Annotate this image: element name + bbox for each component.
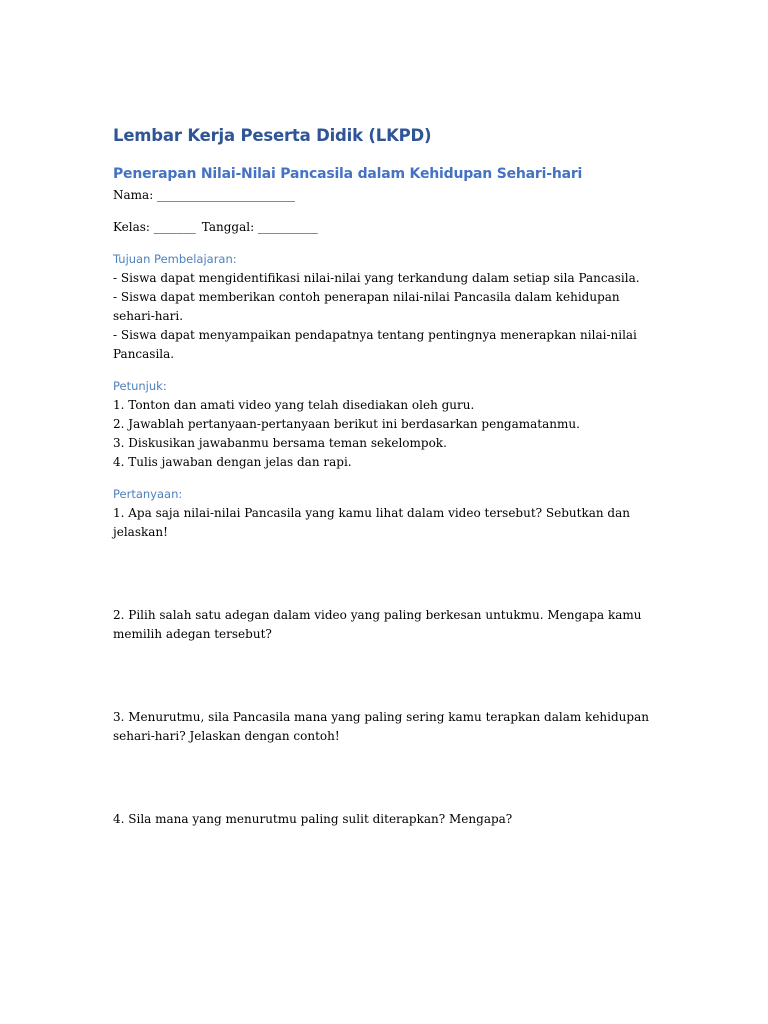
pertanyaan-section [113,485,653,829]
petunjuk-section [113,377,653,472]
kelas-field: Kelas: _______ [113,220,196,234]
kelas-tanggal-row [113,218,653,237]
document-content [113,122,653,829]
question-3: 3. Menurutmu, sila Pancasila mana yang paling sering kamu terapkan dalam kehidupan sehari-hari? Jelaskan dengan contoh! [113,710,649,743]
pertanyaan-heading: Pertanyaan: [113,487,183,501]
nama-field: Nama: _______________________ [113,188,296,202]
document-subtitle: Penerapan Nilai-Nilai Pancasila dalam Kehidupan Sehari-hari [113,166,583,182]
question-1: 1. Apa saja nilai-nilai Pancasila yang kamu lihat dalam video tersebut? Sebutkan dan jelaskan! [113,506,630,539]
tujuan-section [113,250,653,364]
tujuan-item: - Siswa dapat memberikan contoh penerapan nilai-nilai Pancasila dalam kehidupan sehari-hari. [113,290,620,323]
document-title: Lembar Kerja Peserta Didik (LKPD) [113,126,432,145]
question-2: 2. Pilih salah satu adegan dalam video yang paling berkesan untukmu. Mengapa kamu memilih adegan tersebut? [113,608,642,641]
tujuan-item: - Siswa dapat menyampaikan pendapatnya tentang pentingnya menerapkan nilai-nilai Pancasila. [113,328,637,361]
question-4: 4. Sila mana yang menurutmu paling sulit diterapkan? Mengapa? [113,812,513,826]
petunjuk-item: 2. Jawablah pertanyaan-pertanyaan berikut ini berdasarkan pengamatanmu. [113,417,580,431]
tujuan-item: - Siswa dapat mengidentifikasi nilai-nilai yang terkandung dalam setiap sila Pancasila. [113,271,640,285]
petunjuk-item: 1. Tonton dan amati video yang telah disediakan oleh guru. [113,398,475,412]
tujuan-heading: Tujuan Pembelajaran: [113,252,237,266]
petunjuk-heading: Petunjuk: [113,379,167,393]
tanggal-field: Tanggal: __________ [201,220,318,234]
petunjuk-item: 4. Tulis jawaban dengan jelas dan rapi. [113,455,352,469]
petunjuk-item: 3. Diskusikan jawabanmu bersama teman sekelompok. [113,436,447,450]
